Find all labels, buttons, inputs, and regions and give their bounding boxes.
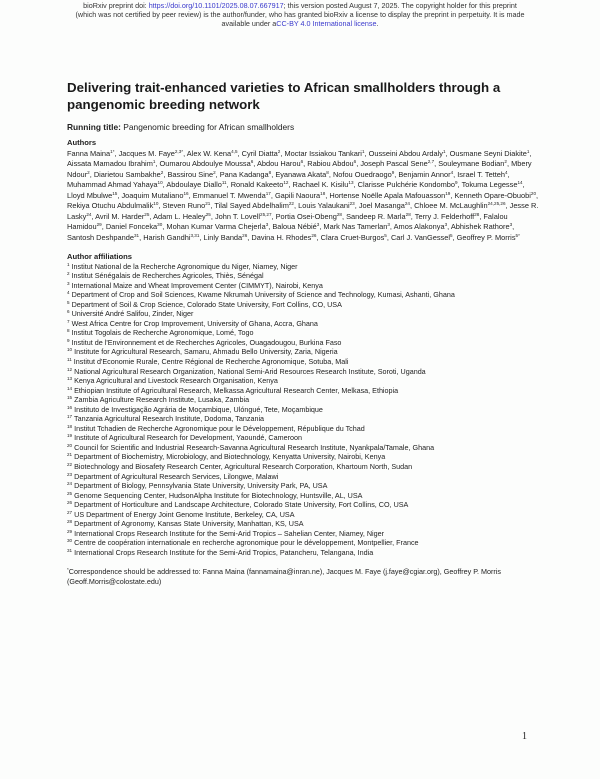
author-affiliation-ref: 2	[160, 169, 164, 175]
affiliation-text: Institut d'Economie Rurale, Centre Régional de Recherche Agronomique, Sotuba, Mali	[73, 357, 349, 367]
affiliation-text: International Crops Research Institute for the Semi-Arid Tropics, Patancheru, Telangana, India	[74, 547, 374, 557]
author-name: Hortense Noëlle Apala Mafouasson	[329, 190, 446, 200]
author: Diarietou Sambakhe$^2$,	[93, 169, 168, 179]
author-affiliation-ref: 1	[152, 159, 156, 164]
author-name: Ousseini Abdou Ardaly	[368, 148, 443, 158]
author-name: Mohan Kumar Varma Chejerla	[166, 222, 266, 231]
affiliation-text: Department of Horticulture and Landscape Architecture, Colorado State University, Fort Collins, CO, USA	[74, 500, 409, 510]
author-affiliation-ref: 16	[183, 190, 189, 196]
affiliation-item	[67, 481, 539, 491]
running-title	[67, 122, 294, 132]
affiliation-text: Institut Tchadien de Recherche Agronomique pour le Développement, République du Tchad	[74, 423, 365, 433]
author-affiliation-ref: 9	[455, 180, 458, 185]
affiliation-item	[67, 309, 539, 319]
affiliation-text: International Maize and Wheat Improvement Center (CIMMYT), Nairobi, Kenya	[71, 280, 323, 290]
affiliation-item	[67, 414, 539, 424]
affiliation-number: 13	[67, 376, 73, 382]
doi-link[interactable]: https://doi.org/10.1101/2025.08.07.667917	[148, 1, 284, 10]
affiliation-number: 28	[67, 519, 73, 525]
author: Ousmane Seyni Diakite$^1$,	[449, 148, 532, 158]
affiliation-item	[67, 376, 539, 386]
author-affiliation-ref: 1	[443, 148, 446, 154]
author: Rabiou Abdou$^6$,	[307, 159, 361, 168]
author-affiliation-ref: 6	[353, 159, 357, 164]
affiliation-item	[67, 367, 539, 377]
author-affiliation-ref: 8	[326, 169, 329, 175]
author-name: Kenneth Opare-Obuobi	[454, 190, 531, 200]
affiliation-text: Ethiopian Institute of Agricultural Research, Melkassa Agricultural Research Center, Melkasa, Ethiopia	[74, 385, 399, 395]
author-name: Abhishek Rathore	[450, 222, 510, 231]
author-affiliation-ref: 1	[526, 148, 530, 154]
affiliation-item	[67, 262, 539, 272]
author-name: Fanna Maina	[67, 148, 111, 158]
author-name: Terry J. Felderhoff	[414, 211, 475, 221]
affiliation-number: 8	[67, 328, 70, 334]
header-text: (which was not certified by peer review) is the author/funder, who has granted bioRxiv a license to display the preprint in perpetuity. It is made	[75, 10, 525, 19]
author: Fanna Maina$^{1*}$,	[67, 148, 119, 158]
author-affiliation-ref: 3	[509, 222, 513, 227]
author: Joel Masanga$^{24}$,	[358, 201, 415, 210]
affiliation-item	[67, 281, 539, 291]
author-name: Gapili Naoura	[274, 190, 321, 200]
author: Falalou Hamidou$^{29}$,	[67, 211, 508, 231]
author-name: Adam L. Healey	[153, 211, 206, 221]
author-name: Louis Yalaukani	[298, 201, 350, 210]
author-affiliation-ref: 19	[445, 190, 451, 196]
affiliation-text: Department of Agronomy, Kansas State University, Manhattan, KS, USA	[74, 519, 304, 529]
author-name: Joseph Pascal Sene	[360, 159, 428, 168]
author-affiliation-ref: 17	[265, 190, 271, 196]
affiliation-item	[67, 443, 539, 453]
affiliation-item	[67, 319, 539, 329]
author-name: Portia Osei-Obeng	[275, 211, 337, 221]
author: Tilal Sayed Abdelhalim$^{22}$,	[214, 201, 299, 210]
author-affiliation-ref: 2	[87, 169, 90, 175]
affiliation-number: 19	[67, 433, 73, 439]
affiliation-number: 7	[67, 318, 70, 324]
affiliation-item	[67, 491, 539, 501]
affiliation-number: 18	[67, 423, 73, 429]
correspondence-mark: *	[67, 567, 69, 572]
authors-section	[67, 138, 539, 243]
affiliation-item	[67, 433, 539, 443]
author-name: Mbery Ndour	[67, 159, 532, 179]
author: Steven Runo$^{21}$,	[162, 201, 215, 210]
affiliation-number: 24	[67, 481, 73, 487]
author-affiliation-ref: 30	[157, 222, 163, 227]
author-affiliation-ref: 3	[265, 222, 269, 227]
author-affiliation-ref: 15	[112, 190, 118, 196]
author-name: Joel Masanga	[358, 201, 405, 210]
author-affiliation-ref: 10	[153, 201, 159, 206]
author-affiliation-ref: 2	[504, 159, 507, 164]
affiliation-number: 4	[67, 290, 70, 296]
author-name: Lloyd Mbulwe	[67, 190, 113, 200]
author-affiliation-ref: 3,31	[190, 232, 200, 238]
author-name: Tilal Sayed Abdelhalim	[214, 201, 289, 210]
header-text: bioRxiv preprint doi:	[83, 1, 149, 10]
author-name: Cyril Diatta	[241, 148, 278, 158]
author-name: Rabiou Abdou	[307, 159, 354, 168]
author-affiliation-ref: 25,27	[260, 211, 272, 217]
author: Mbery Ndour$^2$,	[67, 159, 532, 179]
affiliation-item	[67, 500, 539, 510]
header-text: ; this version posted August 7, 2025. The copyright holder for this preprint	[283, 1, 517, 10]
author-affiliation-ref: 31	[133, 232, 140, 238]
author-affiliation-ref: 20	[530, 190, 537, 196]
author-affiliation-ref: 3	[316, 222, 320, 227]
affiliation-number: 6	[67, 309, 70, 315]
author: Louis Yalaukani$^{23}$,	[298, 201, 359, 210]
author-affiliation-ref: 24	[404, 201, 410, 206]
author: Moctar Issiakou Tankari$^1$,	[284, 148, 369, 158]
author: Muhammad Ahmad Yahaya$^{10}$,	[67, 180, 167, 189]
author-affiliation-ref: 25	[144, 211, 150, 217]
license-link[interactable]: CC-BY 4.0 International license	[276, 19, 377, 28]
affiliation-text: Kenya Agricultural and Livestock Research Organisation, Kenya	[74, 376, 278, 386]
affiliation-item	[67, 538, 539, 548]
author: Bassirou Sine$^2$,	[167, 169, 220, 179]
author-name: Oumarou Abdoulye Moussa	[159, 159, 251, 168]
author-name: Alex W. Kena	[186, 148, 232, 158]
author-name: Falalou Hamidou	[67, 211, 508, 231]
author-name: Davina H. Rhodes	[251, 232, 312, 242]
author-affiliation-ref: 2	[213, 169, 216, 175]
author: Cyril Diatta$^2$,	[241, 148, 285, 158]
author: Sandeep R. Marla$^{28}$,	[346, 211, 415, 221]
author: Hortense Noëlle Apala Mafouasson$^{19}$,	[329, 190, 455, 200]
affiliation-text: Institut Sénégalais de Recherches Agricoles, Thiès, Sénégal	[71, 271, 264, 281]
affiliation-number: 20	[67, 442, 73, 448]
author-affiliation-ref: 5*	[515, 232, 520, 238]
author: Eyanawa Akata$^8$,	[275, 169, 333, 179]
author-name: Geoffrey P. Morris	[456, 232, 516, 242]
author: Joseph Pascal Sene$^{2,7}$,	[360, 159, 439, 168]
affiliation-number: 14	[67, 385, 73, 391]
affiliation-number: 22	[67, 462, 73, 468]
affiliation-text: Centre de coopération internationale en recherche agronomique pour le développement, Montpellier, France	[74, 538, 419, 548]
author-name: Rachael K. Kisilu	[292, 180, 349, 189]
author-name: Moctar Issiakou Tankari	[284, 148, 362, 158]
author-affiliation-ref: 13	[348, 180, 354, 185]
affiliation-text: Université André Salifou, Zinder, Niger	[71, 309, 194, 319]
author: Jesse R. Lasky$^{24}$,	[67, 201, 539, 221]
author: Abhishek Rathore$^3$,	[450, 222, 515, 231]
affiliation-number: 1	[67, 261, 70, 267]
author: Aissata Mamadou Ibrahim$^1$,	[67, 159, 160, 168]
affiliation-number: 27	[67, 509, 73, 515]
author: Daniel Fonceka$^{30}$,	[105, 222, 167, 231]
author-affiliation-ref: 12	[283, 180, 289, 185]
author: Tokuma Legesse$^{14}$,	[461, 180, 525, 189]
affiliation-number: 25	[67, 490, 73, 496]
affiliation-text: US Department of Energy Joint Genome Institute, Berkeley, CA, USA	[74, 509, 295, 519]
author-name: Benjamin Annor	[398, 169, 451, 179]
correspondence-text: Correspondence should be addressed to: Fanna Maina (fannamaina@inran.ne), Jacques M. Faye (j.faye@cgiar.org), Geoffrey P. Morris (Geoff.Morris@colostate.edu)	[67, 567, 502, 586]
author-affiliation-ref: 5	[449, 232, 453, 238]
affiliation-number: 30	[67, 538, 73, 544]
author-affiliation-ref: 10	[157, 180, 163, 185]
author: Amos Alakonya$^3$,	[393, 222, 451, 231]
affiliation-text: Tanzania Agricultural Research Institute, Dodoma, Tanzania	[74, 414, 265, 424]
author-affiliation-ref: 28	[405, 211, 411, 217]
author-affiliation-ref: 8	[268, 169, 272, 175]
affiliation-list	[67, 262, 539, 558]
affiliation-number: 17	[67, 414, 73, 420]
author-name: Souleymane Bodian	[438, 159, 505, 168]
author-affiliation-ref: 5	[384, 232, 387, 238]
author-affiliation-ref: 2,3*	[174, 148, 184, 154]
author: Davina H. Rhodes$^{26}$,	[251, 232, 321, 242]
author-affiliation-ref: 1*	[110, 148, 115, 154]
affiliation-item	[67, 462, 539, 472]
author-affiliation-ref: 3	[444, 222, 448, 227]
affiliation-text: Institut Togolais de Recherche Agronomique, Lomé, Togo	[71, 328, 254, 338]
affiliation-text: Department of Biology, Pennsylvania State University, University Park, PA, USA	[74, 481, 328, 491]
author-affiliation-ref: 1	[361, 148, 365, 154]
author-name: Bassirou Sine	[167, 169, 214, 179]
affiliation-item	[67, 386, 539, 396]
author-affiliation-ref: 6	[300, 159, 304, 164]
author: Abdou Harou$^6$,	[257, 159, 308, 168]
author: Clara Cruet-Burgos$^5$,	[320, 232, 391, 242]
author-name: Muhammad Ahmad Yahaya	[67, 180, 158, 189]
affiliation-item	[67, 519, 539, 529]
affiliation-text: Instituto de Investigação Agrária de Moçambique, Ulóngué, Tete, Moçambique	[74, 404, 323, 414]
author-name: Abdou Harou	[257, 159, 301, 168]
author: Terry J. Felderhoff$^{28}$,	[414, 211, 484, 221]
author-affiliation-ref: 25	[205, 211, 211, 217]
author-name: Nofou Ouedraogo	[332, 169, 392, 179]
author-affiliation-ref: 22	[288, 201, 294, 206]
author-affiliation-ref: 24	[86, 211, 92, 217]
affiliation-number: 9	[67, 337, 70, 343]
author-affiliation-ref: 4	[450, 169, 454, 175]
author: Adam L. Healey$^{25}$,	[153, 211, 215, 221]
author: Mark Nas Tamerlan$^3$,	[323, 222, 394, 231]
affiliation-number: 23	[67, 471, 73, 477]
affiliation-text: Institut National de la Recherche Agronomique du Niger, Niamey, Niger	[71, 261, 298, 271]
affiliation-text: International Crops Research Institute for the Semi-Arid Tropics – Sahelian Center, Niamey, Niger	[74, 528, 384, 538]
affiliation-number: 16	[67, 404, 73, 410]
affiliation-item	[67, 328, 539, 338]
header-text: available under a	[221, 19, 277, 28]
running-title-text: Pangenomic breeding for African smallholders	[120, 122, 295, 132]
author-name: Tokuma Legesse	[461, 180, 518, 189]
author: Carl J. VanGessel$^5$,	[390, 232, 457, 242]
affiliation-number: 26	[67, 500, 73, 506]
author-name: John T. Lovell	[214, 211, 261, 221]
author: Portia Osei-Obeng$^{28}$,	[275, 211, 347, 221]
correspondence	[67, 567, 539, 587]
author-name: Linly Banda	[203, 232, 243, 242]
affiliation-text: Council for Scientific and Industrial Research-Savanna Agricultural Research Institute, Nyankpala/Tamale, Ghana	[74, 442, 435, 452]
author-name: Israel T. Tetteh	[457, 169, 506, 179]
author-name: Daniel Fonceka	[105, 222, 158, 231]
affiliation-text: Institute for Agricultural Research, Samaru, Ahmadu Bello University, Zaria, Nigeria	[74, 347, 338, 357]
author: Rachael K. Kisilu$^{13}$,	[292, 180, 358, 189]
affiliations-section	[67, 252, 539, 558]
author-affiliation-ref: 2,7	[427, 159, 435, 164]
affiliation-item	[67, 300, 539, 310]
affiliation-item	[67, 510, 539, 520]
author-name: Pana Kadanga	[219, 169, 269, 179]
author: Harish Gandhi$^{3,31}$,	[143, 232, 204, 242]
affiliation-text: Biotechnology and Biosafety Research Center, Agricultural Research Corporation, Khartoum North, Sudan	[74, 462, 413, 472]
author: Ousseini Abdou Ardaly$^1$,	[368, 148, 450, 158]
affiliation-item	[67, 548, 539, 558]
affiliation-number: 10	[67, 347, 73, 353]
author-affiliation-ref: 3	[387, 222, 390, 227]
affiliation-text: Institut de l'Environnement et de Recherches Agricoles, Ouagadougou, Burkina Faso	[71, 337, 342, 347]
author: Nofou Ouedraogo$^9$,	[332, 169, 399, 179]
author-affiliation-ref: 9	[391, 169, 395, 175]
author: Baloua Nébié$^3$,	[272, 222, 324, 231]
author: Emmanuel T. Mwenda$^{17}$,	[192, 190, 275, 200]
running-title-label: Running title:	[67, 122, 121, 132]
author: Gapili Naoura$^{18}$,	[274, 190, 330, 200]
author: Oumarou Abdoulye Moussa$^6$,	[159, 159, 257, 168]
affiliation-text: Institute of Agricultural Research for Development, Yaoundé, Cameroon	[74, 433, 302, 443]
author-name: Steven Runo	[162, 201, 206, 210]
author	[457, 233, 520, 242]
affiliation-number: 29	[67, 528, 73, 534]
author: Pana Kadanga$^8$,	[219, 169, 276, 179]
affiliation-item	[67, 424, 539, 434]
author-name: Clara Cruet-Burgos	[320, 232, 385, 242]
page-number: 1	[522, 731, 527, 742]
author-name: Joaquim Mutaliano	[121, 190, 184, 200]
author-name: Avril M. Harder	[95, 211, 145, 221]
author-affiliation-ref: 26	[242, 232, 248, 238]
affiliation-item	[67, 357, 539, 367]
affiliation-text: Department of Soil & Crop Science, Colorado State University, Fort Collins, CO, USA	[71, 299, 342, 309]
author-affiliation-ref: 26	[311, 232, 317, 238]
affiliation-text: Department of Crop and Soil Sciences, Kwame Nkrumah University of Science and Technology, Kumasi, Ashanti, Ghana	[71, 290, 455, 300]
author-name: Diarietou Sambakhe	[93, 169, 161, 179]
author: Alex W. Kena$^{4,5}$,	[186, 148, 242, 158]
author-affiliation-ref: 24,25,26	[487, 201, 506, 206]
affiliation-item	[67, 347, 539, 357]
author-affiliation-ref: 21	[205, 201, 211, 206]
author-name: Clarisse Pulchérie Kondombo	[357, 180, 456, 189]
affiliation-text: Zambia Agriculture Research Institute, Lusaka, Zambia	[74, 395, 250, 405]
affiliations-heading: Author affiliations	[67, 252, 132, 261]
author-name: Amos Alakonya	[393, 222, 445, 231]
author-name: Chloee M. McLaughlin	[414, 201, 488, 210]
affiliation-number: 5	[67, 299, 70, 305]
affiliation-text: Department of Biochemistry, Microbiology, and Biotechnology, Kenyatta University, Nairobi, Kenya	[74, 452, 386, 462]
author-name: Aissata Mamadou Ibrahim	[67, 159, 153, 168]
affiliation-text: West Africa Centre for Crop Improvement, University of Ghana, Accra, Ghana	[71, 318, 318, 328]
affiliation-text: National Agricultural Research Organization, National Semi-Arid Resources Research Institute, Soroti, Uganda	[74, 366, 426, 376]
author: Lloyd Mbulwe$^{15}$,	[67, 190, 122, 200]
author: Ronald Kakeeto$^{12}$,	[230, 180, 293, 189]
affiliation-item	[67, 529, 539, 539]
author: Avril M. Harder$^{25}$,	[95, 211, 154, 221]
affiliation-item	[67, 452, 539, 462]
author-name: Jesse R. Lasky	[67, 201, 539, 221]
affiliation-text: Genome Sequencing Center, HudsonAlpha Institute for Biotechnology, Huntsville, AL, USA	[74, 490, 363, 500]
author-name: Santosh Deshpande	[67, 232, 134, 242]
author: Souleymane Bodian$^2$,	[438, 159, 512, 168]
affiliation-item	[67, 338, 539, 348]
author: Abdoulaye Diallo$^{11}$,	[166, 180, 231, 189]
authors-heading: Authors	[67, 138, 97, 147]
author: Linly Banda$^{26}$,	[203, 232, 252, 242]
affiliation-item	[67, 405, 539, 415]
author-name: Harish Gandhi	[143, 232, 191, 242]
author-affiliation-ref: 4,5	[231, 148, 238, 154]
affiliation-item	[67, 395, 539, 405]
preprint-header	[0, 1, 600, 28]
author-affiliation-ref: 28	[474, 211, 480, 217]
author: Israel T. Tetteh$^4$,	[457, 169, 510, 179]
author-name: Mark Nas Tamerlan	[323, 222, 388, 231]
author-affiliation-ref: 28	[336, 211, 342, 217]
author: John T. Lovell$^{25,27}$,	[214, 211, 276, 221]
author-affiliation-ref: 6	[250, 159, 254, 164]
author-affiliation-ref: 14	[517, 180, 523, 185]
author: Mohan Kumar Varma Chejerla$^3$,	[166, 222, 273, 231]
author-name: Ronald Kakeeto	[230, 180, 284, 189]
affiliation-number: 12	[67, 366, 73, 372]
paper-title: Delivering trait-enhanced varieties to African smallholders through a pangenomic breeding network	[67, 80, 501, 112]
author: Jacques M. Faye$^{2,3*}$,	[118, 148, 187, 158]
author: Benjamin Annor$^4$,	[398, 169, 458, 179]
header-text: .	[376, 19, 379, 28]
author-name: Carl J. VanGessel	[390, 232, 450, 242]
author-affiliation-ref: 18	[320, 190, 326, 196]
author-name: Emmanuel T. Mwenda	[192, 190, 266, 200]
affiliation-number: 21	[67, 452, 73, 458]
affiliation-number: 3	[67, 280, 70, 286]
author-name: Baloua Nébié	[272, 222, 317, 231]
author-affiliation-ref: 29	[96, 222, 102, 227]
author: Rekiya Otuchu Abdulmalik$^{10}$,	[67, 201, 163, 210]
author-name: Abdoulaye Diallo	[166, 180, 222, 189]
affiliation-number: 2	[67, 271, 70, 277]
author: Clarisse Pulchérie Kondombo$^9$,	[357, 180, 462, 189]
author: Joaquim Mutaliano$^{16}$,	[121, 190, 193, 200]
author-name: Jacques M. Faye	[118, 148, 175, 158]
author-name: Eyanawa Akata	[275, 169, 327, 179]
author-affiliation-ref: 4	[505, 169, 508, 175]
author: Kenneth Opare-Obuobi$^{20}$,	[454, 190, 539, 200]
affiliation-number: 11	[67, 357, 72, 363]
author: Chloee M. McLaughlin$^{24,25,26}$,	[414, 201, 510, 210]
author-name: Sandeep R. Marla	[346, 211, 406, 221]
affiliation-item	[67, 290, 539, 300]
author-name: Rekiya Otuchu Abdulmalik	[67, 201, 154, 210]
affiliation-text: Department of Agricultural Research Services, Lilongwe, Malawi	[74, 471, 279, 481]
author-affiliation-ref: 23	[349, 201, 355, 206]
affiliation-item	[67, 271, 539, 281]
affiliation-number: 15	[67, 395, 73, 401]
author-list	[67, 149, 539, 244]
author: Santosh Deshpande$^{31}$,	[67, 232, 144, 242]
affiliation-number: 31	[67, 547, 73, 553]
affiliation-item	[67, 472, 539, 482]
author-name: Ousmane Seyni Diakite	[449, 148, 527, 158]
author-affiliation-ref: 11	[221, 180, 227, 185]
author-affiliation-ref: 2	[277, 148, 281, 154]
